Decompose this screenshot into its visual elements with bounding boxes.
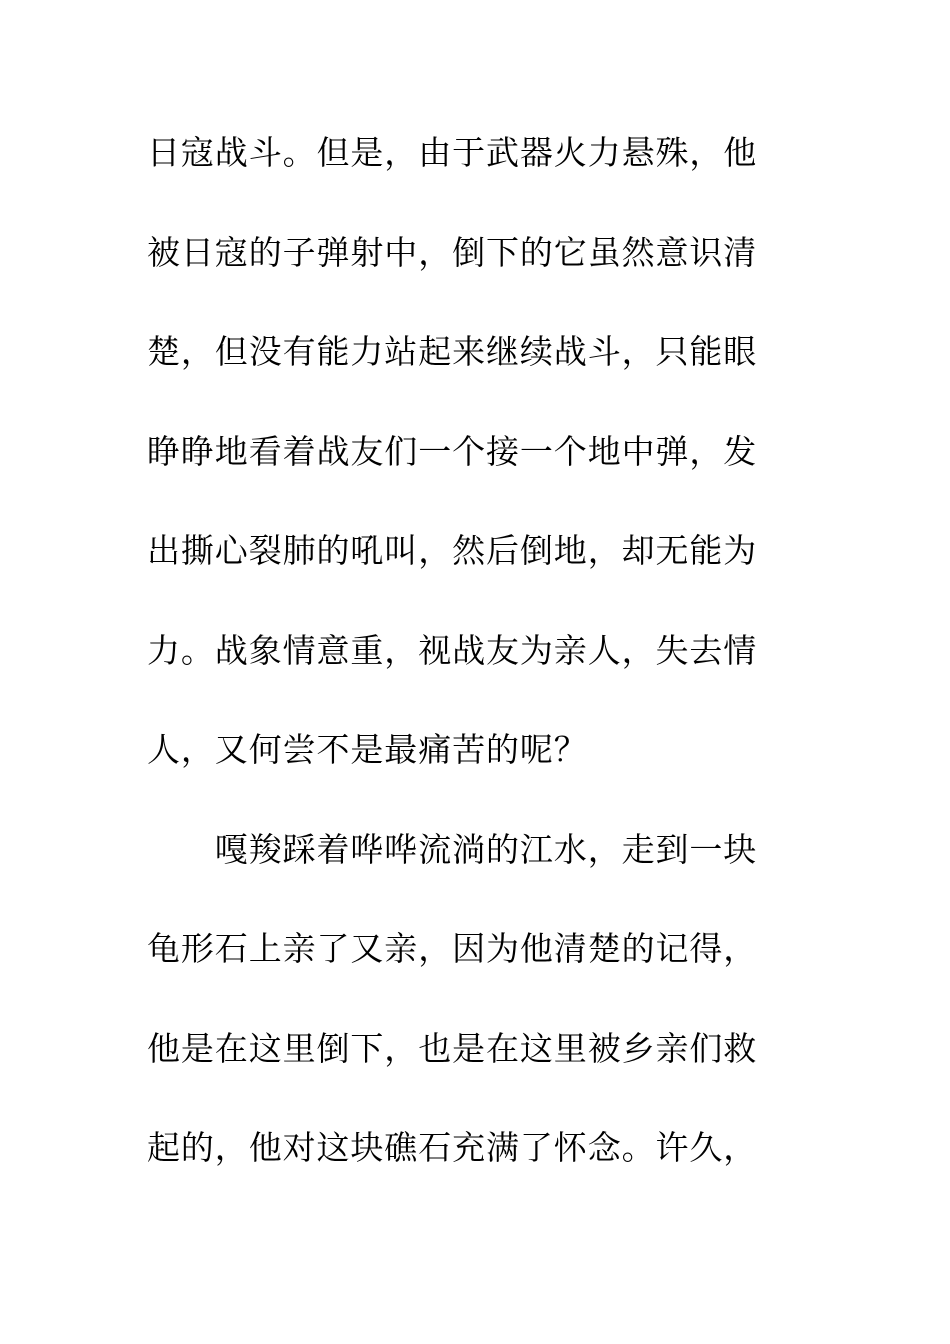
text-line-10: 他是在这里倒下，也是在这里被乡亲们救 (147, 1028, 758, 1068)
text-line-8: 嘎羧踩着哗哗流淌的江水，走到一块 (147, 829, 758, 869)
text-line-7: 人，又何尝不是最痛苦的呢？ (147, 730, 588, 769)
text-line-6: 力。战象情意重，视战友为亲人，失去情 (147, 630, 758, 670)
text-line-4: 睁睁地看着战友们一个接一个地中弹，发 (147, 431, 758, 471)
text-line-1: 日寇战斗。但是，由于武器火力悬殊，他 (147, 133, 758, 172)
text-line-9: 龟形石上亲了又亲，因为他清楚的记得， (147, 929, 758, 968)
text-line-11: 起的，他对这块礁石充满了怀念。许久， (147, 1128, 758, 1167)
text-line-2: 被日寇的子弹射中，倒下的它虽然意识清 (147, 232, 758, 272)
text-line-5: 出撕心裂肺的吼叫，然后倒地，却无能为 (147, 531, 758, 570)
text-line-3: 楚，但没有能力站起来继续战斗，只能眼 (147, 332, 758, 371)
body-text (147, 128, 787, 1223)
